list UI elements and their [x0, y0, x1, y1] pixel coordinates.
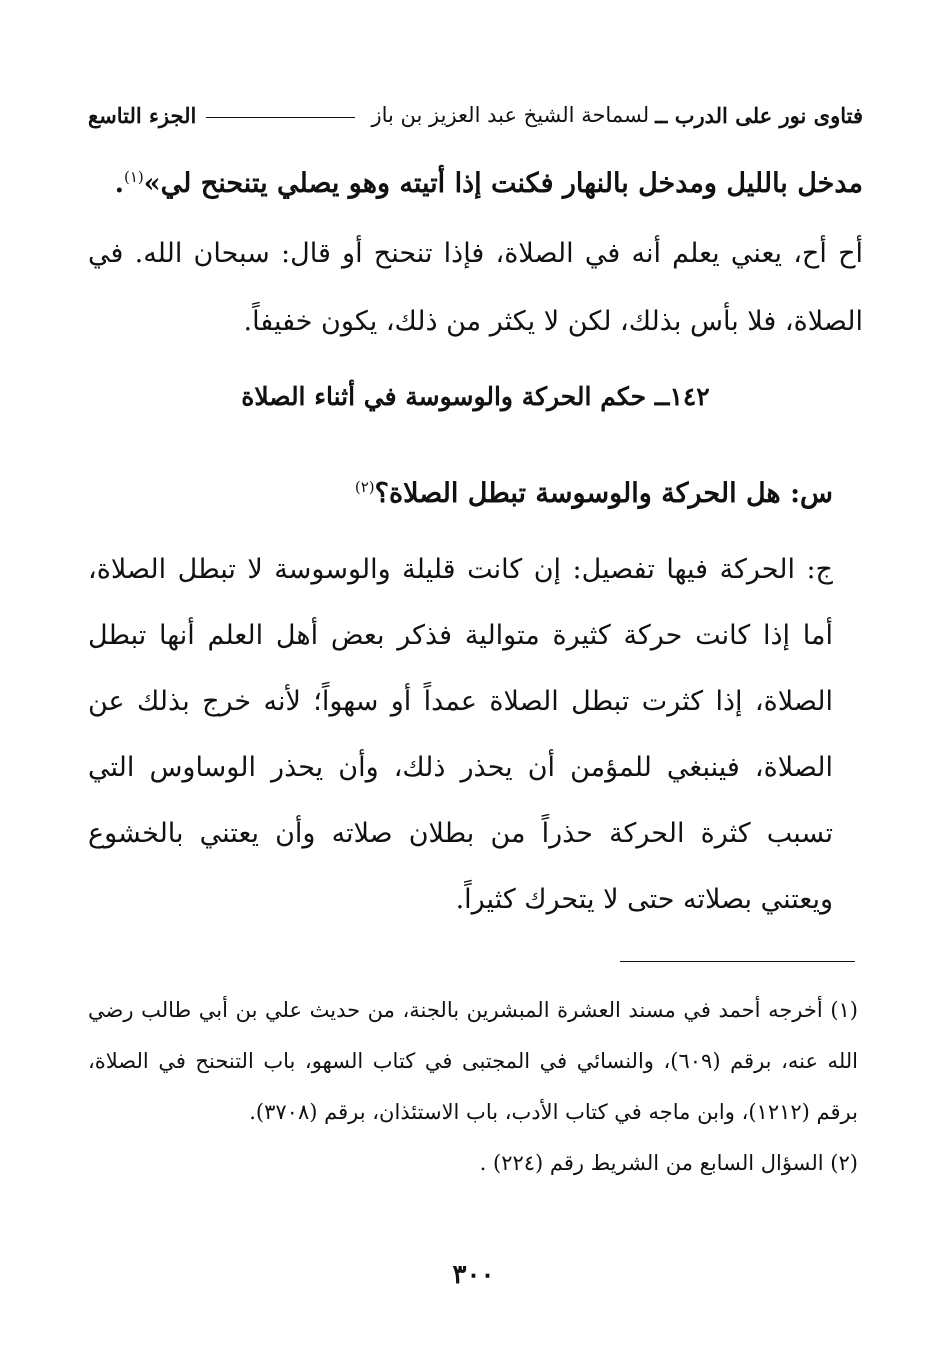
paragraph-hadith-end [88, 150, 863, 218]
paragraph-commentary: أح أح، يعني يعلم أنه في الصلاة، فإذا تنحنح أو قال: سبحان الله. في الصلاة، فلا بأس بذلك، لكن لا يكثر من ذلك، يكون خفيفاً. [88, 238, 863, 337]
footnote-divider [620, 961, 855, 962]
header-rule [206, 117, 355, 118]
paragraph-hadith-text: مدخل بالليل ومدخل بالنهار فكنت إذا أتيته وهو يصلي يتنحنح لي» [143, 168, 863, 199]
footnote-ref-2: (٢) [354, 478, 375, 496]
footnote-ref-1: (١) [124, 168, 144, 186]
page-number: ٣٠٠ [452, 1260, 495, 1290]
footnotes [88, 985, 858, 1189]
section-heading: ١٤٢ــ حكم الحركة والوسوسة في أثناء الصلاة [241, 382, 710, 411]
header-volume: الجزء التاسع [88, 102, 197, 128]
footnote-1: (١) أخرجه أحمد في مسند العشرة المبشرين بالجنة، من حديث علي بن أبي طالب رضي الله عنه، برقم (٦٠٩)، والنسائي في المجتبى في كتاب السهو، باب التنحنح في الصلاة، برقم (١٢١٢)، وابن ماجه في كتاب الأدب، باب الاستئذان، برقم (٣٧٠٨). [88, 998, 859, 1124]
footnote-2: (٢) السؤال السابع من الشريط رقم (٢٢٤) . [479, 1151, 858, 1175]
question-text: س: هل الحركة والوسوسة تبطل الصلاة؟ [374, 478, 833, 509]
question-line [88, 460, 833, 528]
running-header [88, 98, 863, 132]
paragraph-hadith-period: . [114, 168, 124, 199]
header-book-title: فتاوى نور على الدرب ــ [655, 102, 863, 128]
answer-paragraph: ج: الحركة فيها تفصيل: إن كانت قليلة والوسوسة لا تبطل الصلاة، أما إذا كانت حركة كثيرة متوالية فذكر بعض أهل العلم أنها تبطل الصلاة، إذا كثرت تبطل الصلاة عمداً أو سهواً؛ لأنه خرج بذلك عن الصلاة، فينبغي للمؤمن أن يحذر ذلك، وأن يحذر الوساوس التي تسبب كثرة الحركة حذراً من بطلان صلاته وأن يعتني بالخشوع ويعتني بصلاته حتى لا يتحرك كثيراً. [88, 554, 833, 915]
header-author: لسماحة الشيخ عبد العزيز بن باز [371, 103, 650, 127]
